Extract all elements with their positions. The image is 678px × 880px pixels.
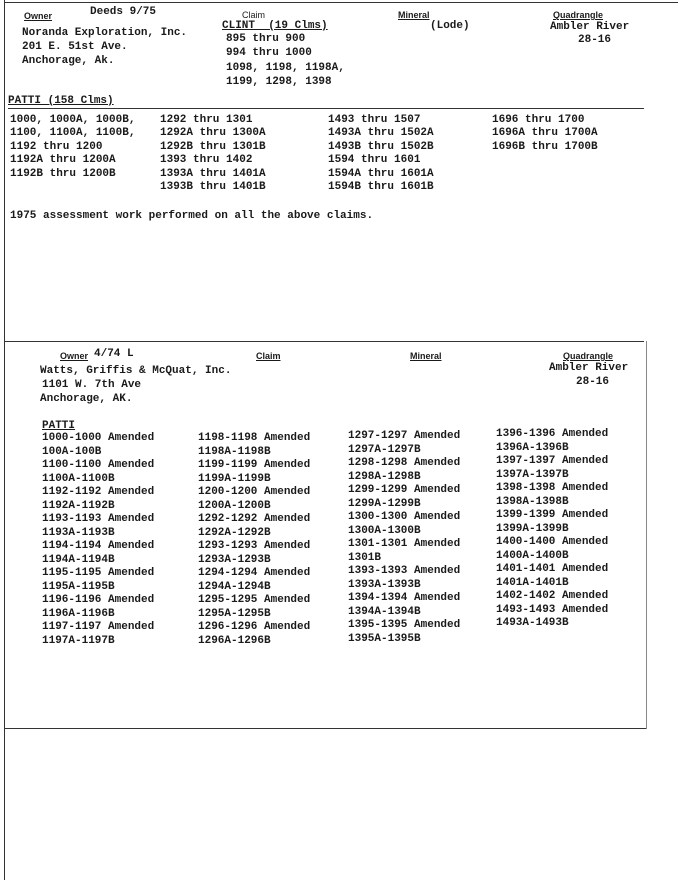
- claim-entry: 1299A-1299B: [348, 497, 421, 510]
- claim-entry: 1194-1194 Amended: [42, 540, 155, 552]
- patti-entry: 1393B thru 1401B: [160, 180, 266, 193]
- claim-entry: 1297-1297 Amended: [348, 430, 461, 442]
- claim-entry: 1293-1293 Amended: [198, 540, 311, 552]
- patti-column-1: [10, 114, 135, 181]
- claim-entry: 1193A-1193B: [42, 526, 115, 539]
- patti-entry: 1493B thru 1502B: [328, 140, 434, 153]
- owner-date: 4/74 L: [94, 348, 134, 360]
- patti-entry: 1696 thru 1700: [492, 114, 585, 126]
- claim-entry: 1196-1196 Amended: [42, 594, 155, 606]
- owner-city: Anchorage, Ak.: [22, 55, 115, 67]
- claim-entry: 1294-1294 Amended: [198, 567, 311, 579]
- claim-entry: 1193-1193 Amended: [42, 513, 155, 525]
- patti-column-3: [328, 114, 434, 194]
- patti-entry: 1292B thru 1301B: [160, 140, 266, 153]
- claim-entry: 1399A-1399B: [496, 522, 569, 535]
- owner-label: Owner: [24, 11, 53, 21]
- claim-entry: 100A-100B: [42, 445, 102, 458]
- patti-rule: [8, 108, 644, 109]
- card-divider: [4, 341, 644, 342]
- claim-entry: 1292A-1292B: [198, 526, 271, 539]
- claim-entry: 1195A-1195B: [42, 580, 115, 593]
- claim-entry: 1295A-1295B: [198, 607, 271, 620]
- claim-entry: 1398A-1398B: [496, 495, 569, 508]
- patti-entry: 1292 thru 1301: [160, 114, 253, 126]
- claim-entry: 1296-1296 Amended: [198, 621, 311, 633]
- claim-entry: 1400-1400 Amended: [496, 536, 609, 548]
- claim-entry: 1192A-1192B: [42, 499, 115, 512]
- claim-entry: 1395-1395 Amended: [348, 619, 461, 631]
- claim-entry: 1196A-1196B: [42, 607, 115, 620]
- claim-line-1: 895 thru 900: [226, 33, 306, 45]
- owner-label: Owner: [60, 351, 89, 361]
- mineral-label: Mineral: [398, 10, 430, 20]
- claim-entry: 1200-1200 Amended: [198, 486, 311, 498]
- claim-entry: 1295-1295 Amended: [198, 594, 311, 606]
- claim-line-4: 1199, 1298, 1398: [226, 76, 332, 88]
- claim-entry: 1195-1195 Amended: [42, 567, 155, 579]
- claim-entry: 1199-1199 Amended: [198, 459, 311, 471]
- mineral-label: Mineral: [410, 351, 442, 361]
- patti-entry: 1192 thru 1200: [10, 140, 103, 153]
- claim-entry: 1298A-1298B: [348, 470, 421, 483]
- claim-entry: 1397A-1397B: [496, 468, 569, 481]
- patti-entry: 1100, 1100A, 1100B,: [10, 127, 136, 140]
- card2-right-border: [646, 341, 647, 729]
- claim-entry: 1393A-1393B: [348, 578, 421, 591]
- claim-entry: 1294A-1294B: [198, 580, 271, 593]
- claim-entry: 1402-1402 Amended: [496, 590, 609, 602]
- card2-bottom-border: [4, 728, 646, 729]
- patti-entry: 1000, 1000A, 1000B,: [10, 114, 136, 126]
- patti-entry: 1594B thru 1601B: [328, 180, 434, 193]
- claim-entry: 1400A-1400B: [496, 549, 569, 562]
- claim-entry: 1398-1398 Amended: [496, 482, 609, 494]
- assessment-note: 1975 assessment work performed on all the above claims.: [10, 210, 374, 222]
- owner-address: 1101 W. 7th Ave: [42, 379, 142, 391]
- claim-entry: 1197A-1197B: [42, 634, 115, 647]
- amended-column-4: [496, 428, 608, 631]
- patti-entry: 1696B thru 1700B: [492, 140, 598, 153]
- claim-entry: 1300-1300 Amended: [348, 511, 461, 523]
- patti-entry: 1493A thru 1502A: [328, 127, 434, 140]
- patti-entry: 1493 thru 1507: [328, 114, 421, 126]
- claim-entry: 1200A-1200B: [198, 499, 271, 512]
- claim-entry: 1194A-1194B: [42, 553, 115, 566]
- claim-entry: 1100A-1100B: [42, 472, 115, 485]
- claim-entry: 1198-1198 Amended: [198, 432, 311, 444]
- claim-entry: 1292-1292 Amended: [198, 513, 311, 525]
- mineral-value: (Lode): [430, 20, 470, 32]
- claim-entry: 1192-1192 Amended: [42, 486, 155, 498]
- claim-entry: 1299-1299 Amended: [348, 484, 461, 496]
- amended-column-3: [348, 430, 460, 646]
- claim-entry: 1297A-1297B: [348, 443, 421, 456]
- left-border: [4, 0, 5, 880]
- patti-entry: 1696A thru 1700A: [492, 127, 598, 140]
- amended-column-2: [198, 432, 310, 648]
- claim-line-3: 1098, 1198, 1198A,: [226, 62, 345, 74]
- patti-entry: 1292A thru 1300A: [160, 127, 266, 140]
- claim-entry: 1395A-1395B: [348, 632, 421, 645]
- claim-entry: 1401A-1401B: [496, 576, 569, 589]
- claim-entry: 1198A-1198B: [198, 445, 271, 458]
- claim-entry: 1298-1298 Amended: [348, 457, 461, 469]
- owner-name: Noranda Exploration, Inc.: [22, 27, 188, 39]
- patti-heading: PATTI: [42, 420, 76, 432]
- claim-entry: 1396A-1396B: [496, 441, 569, 454]
- claim-entry: 1000-1000 Amended: [42, 432, 155, 444]
- quadrangle-name: Ambler River: [550, 21, 630, 33]
- quadrangle-number: 28-16: [576, 376, 610, 388]
- claim-entry: 1100-1100 Amended: [42, 459, 155, 471]
- owner-address: 201 E. 51st Ave.: [22, 41, 128, 53]
- claim-entry: 1393-1393 Amended: [348, 565, 461, 577]
- claim-entry: 1493A-1493B: [496, 617, 569, 629]
- quadrangle-label: Quadrangle: [563, 351, 614, 361]
- claim-entry: 1301-1301 Amended: [348, 538, 461, 550]
- claim-label: Claim: [242, 10, 266, 20]
- claim-entry: 1394A-1394B: [348, 605, 421, 618]
- owner-name: Watts, Griffis & McQuat, Inc.: [40, 365, 232, 377]
- claim-entry: 1401-1401 Amended: [496, 563, 609, 575]
- patti-entry: 1192B thru 1200B: [10, 167, 116, 180]
- patti-entry: 1594A thru 1601A: [328, 167, 434, 180]
- patti-entry: 1393 thru 1402: [160, 154, 253, 167]
- quadrangle-name: Ambler River: [549, 362, 629, 374]
- claim-entry: 1199A-1199B: [198, 472, 271, 485]
- claim-entry: 1300A-1300B: [348, 524, 421, 537]
- owner-date: Deeds 9/75: [90, 6, 157, 18]
- claim-entry: 1296A-1296B: [198, 634, 271, 647]
- patti-column-2: [160, 114, 266, 194]
- quadrangle-number: 28-16: [578, 34, 612, 46]
- patti-column-4: [492, 114, 598, 154]
- claim-entry: 1396-1396 Amended: [496, 428, 609, 440]
- claim-entry: 1301B: [348, 551, 382, 564]
- quadrangle-label: Quadrangle: [553, 10, 604, 20]
- claim-entry: 1493-1493 Amended: [496, 603, 609, 616]
- claim-entry: 1394-1394 Amended: [348, 592, 461, 604]
- patti-entry: 1192A thru 1200A: [10, 154, 116, 167]
- amended-column-1: [42, 432, 154, 648]
- claim-entry: 1197-1197 Amended: [42, 621, 155, 633]
- claim-entry: 1293A-1293B: [198, 553, 271, 566]
- claim-entry: 1397-1397 Amended: [496, 455, 609, 467]
- claim-label: Claim: [256, 351, 281, 361]
- patti-entry: 1594 thru 1601: [328, 154, 421, 167]
- claim-line-2: 994 thru 1000: [226, 47, 312, 59]
- patti-heading: PATTI (158 Clms): [8, 95, 114, 107]
- claim-heading: CLINT (19 Clms): [222, 20, 328, 32]
- patti-entry: 1393A thru 1401A: [160, 167, 266, 180]
- owner-city: Anchorage, AK.: [40, 393, 133, 405]
- claim-entry: 1399-1399 Amended: [496, 509, 609, 521]
- card1-top-border: [4, 2, 678, 3]
